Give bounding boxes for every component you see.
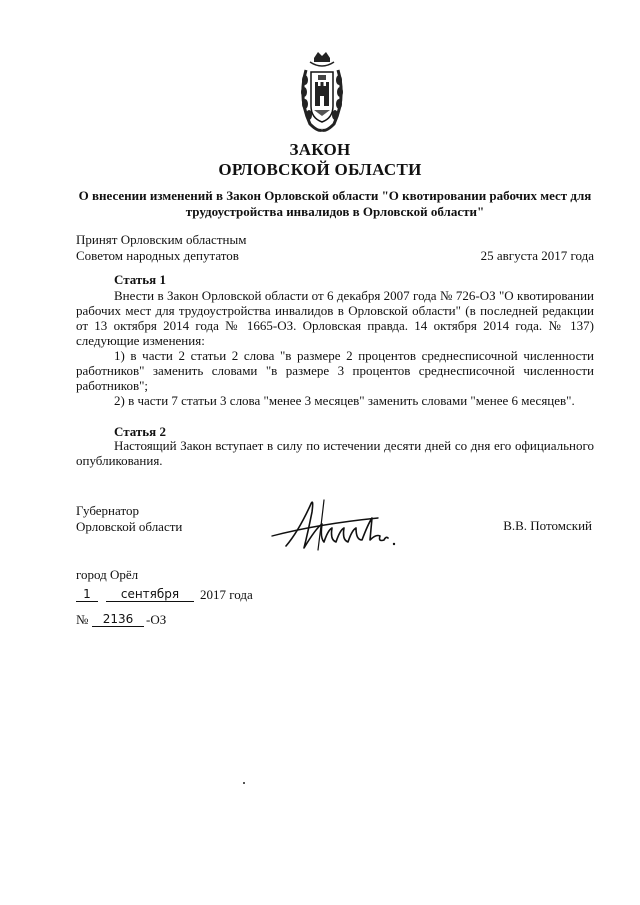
- adoption-line-1: Принят Орловским областным: [76, 232, 247, 247]
- signing-year: 2017 года: [200, 587, 253, 602]
- article-1-body: [76, 288, 594, 408]
- article-1-paragraph-2: 1) в части 2 статьи 2 слова "в размере 2 процентов среднесписочной численности работников" заменить словами "в размере 3 процентов среднесписочной численности работников";: [76, 348, 594, 393]
- signer-title-line-2: Орловской области: [76, 519, 183, 534]
- law-number-value: 2136: [92, 612, 144, 627]
- adoption-line-2: Советом народных депутатов: [76, 248, 239, 263]
- article-1-paragraph-3: 2) в части 7 статьи 3 слова "менее 3 месяцев" заменить словами "менее 6 месяцев".: [114, 393, 575, 408]
- law-number: [76, 612, 276, 630]
- signing-day: 1: [76, 587, 98, 602]
- article-2-body: [76, 438, 594, 468]
- article-1-heading: Статья 1: [114, 272, 166, 287]
- document-title-region: ОРЛОВСКОЙ ОБЛАСТИ: [218, 160, 422, 179]
- article-1-paragraph-1: Внести в Закон Орловской области от 6 декабря 2007 года № 726-ОЗ "О квотировании рабочих мест для трудоустройства инвалидов в Орловской области" (в последней редакции от 13 октября 2014 года № 1665-ОЗ. Орловская правда. 14 октября 2014 года. № 137) следующие изменения:: [76, 288, 594, 348]
- signer-name: В.В. Потомский: [503, 518, 592, 533]
- adoption-date: 25 августа 2017 года: [480, 248, 594, 263]
- signing-city: город Орёл: [76, 567, 139, 582]
- document-title-law: ЗАКОН: [289, 140, 351, 159]
- signer-title-line-1: Губернатор: [76, 503, 139, 518]
- article-2-paragraph-1: Настоящий Закон вступает в силу по истечении десяти дней со дня его официального опубликования.: [76, 438, 594, 468]
- scan-speck: [243, 782, 245, 784]
- article-2-heading: Статья 2: [114, 424, 166, 439]
- document-subtitle: О внесении изменений в Закон Орловской области "О квотировании рабочих мест для трудоустройства инвалидов в Орловской области": [78, 188, 592, 219]
- law-number-prefix: №: [76, 612, 89, 627]
- coat-of-arms-icon: [296, 48, 348, 134]
- handwritten-signature: [258, 488, 408, 560]
- signing-month: сентября: [106, 587, 194, 602]
- law-number-suffix: -ОЗ: [146, 612, 167, 627]
- signer-title: [76, 503, 182, 535]
- signing-date: [76, 587, 336, 605]
- adoption-authority: [76, 232, 246, 264]
